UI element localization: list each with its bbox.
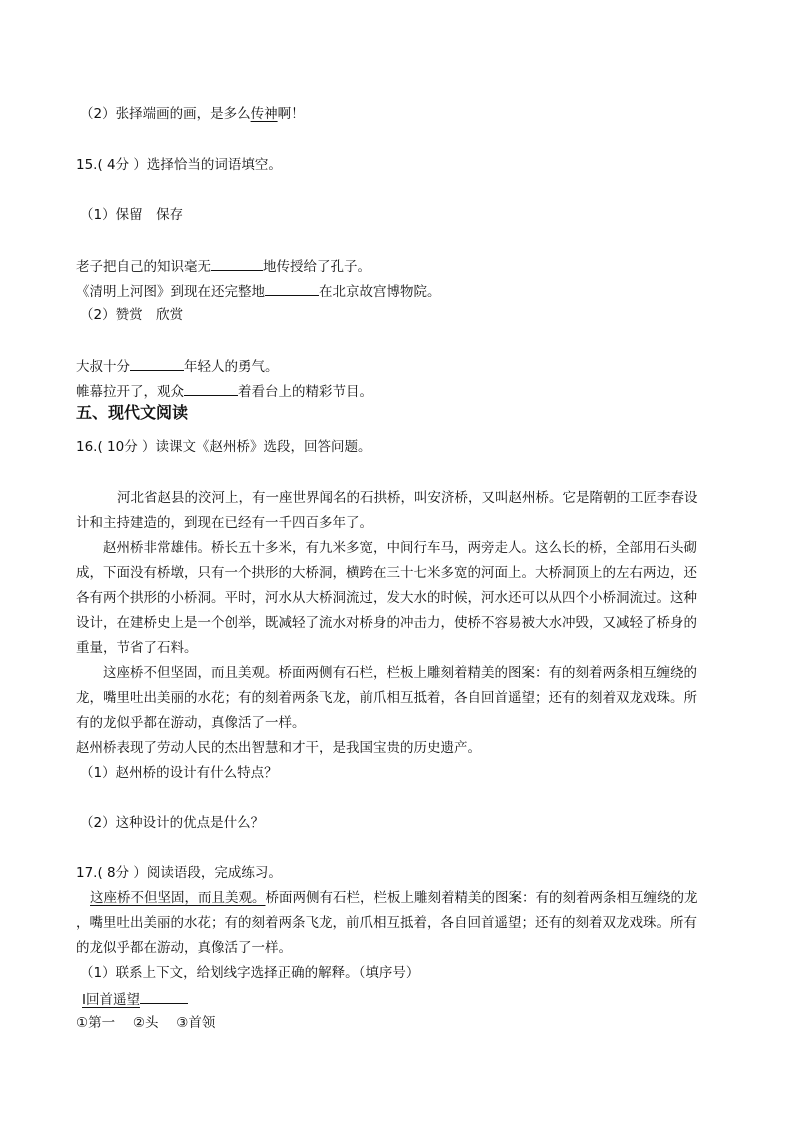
q15-s3-before: 大叔十分	[76, 359, 130, 375]
q15-s2-before: 《清明上河图》到现在还完整地	[76, 284, 265, 300]
q17-word-label: Ⅰ回首遥望	[82, 992, 140, 1008]
q17-answer-blank[interactable]	[140, 989, 188, 1004]
q15-sentence-2	[76, 281, 441, 301]
q15-s3-after: 年轻人的勇气。	[184, 359, 279, 375]
q15-blank-2[interactable]	[265, 281, 319, 296]
q15-sentence-4	[76, 381, 373, 401]
q16-p3-line1: 这座桥不但坚固，而且美观。桥面两侧有石栏，栏板上雕刻着精美的图案：有的刻着两条相互缠绕的	[103, 665, 697, 681]
q14-underlined-word: 传神	[250, 106, 278, 122]
q14-item2-text: （2）张择端画的画，是多么	[80, 106, 251, 122]
section-heading: 五、现代文阅读	[76, 403, 189, 422]
q17-options: ①第一 ②头 ③首领	[76, 1015, 216, 1031]
q16-p3-line2: 龙，嘴里吐出美丽的水花；有的刻着两条飞龙，前爪相互抵着，各自回首遥望；还有的刻着双龙戏珠。所	[76, 690, 697, 706]
q16-p4-line1: 赵州桥表现了劳动人民的杰出智慧和才干，是我国宝贵的历史遗产。	[76, 740, 481, 756]
q15-group1-label: （1）保留 保存	[80, 207, 184, 223]
q16-p2-line3: 各有两个拱形的小桥洞。平时，河水从大桥洞流过，发大水的时候，河水还可以从四个小桥洞流过。这种	[76, 590, 697, 606]
q15-s1-after: 地传授给了孔子。	[263, 259, 371, 275]
q16-p2-line1: 赵州桥非常雄伟。桥长五十多米，有九米多宽，中间行车马，两旁走人。这么长的桥，全部用石头砌	[103, 540, 697, 556]
q17-line1	[90, 889, 698, 907]
q15-s4-after: 着看台上的精彩节目。	[238, 384, 373, 400]
q17-line3: 的龙似乎都在游动，真像活了一样。	[76, 940, 292, 956]
q14-item2	[80, 105, 305, 123]
q15-title: 15.( 4分 ）选择恰当的词语填空。	[76, 157, 282, 173]
q16-title: 16.( 10分 ）读课文《赵州桥》选段，回答问题。	[76, 439, 372, 455]
q15-s1-before: 老子把自己的知识毫无	[76, 259, 211, 275]
q16-p1-line1: 河北省赵县的洨河上，有一座世界闻名的石拱桥，叫安济桥，又叫赵州桥。它是隋朝的工匠李春设	[117, 490, 698, 506]
q16-p2-line5: 重量，节省了石料。	[76, 640, 198, 656]
q15-sentence-3	[76, 356, 279, 376]
q17-underlined-sentence: 这座桥不但坚固，而且美观。	[90, 890, 266, 906]
q16-question-2: （2）这种设计的优点是什么？	[80, 815, 265, 831]
q15-blank-4[interactable]	[184, 381, 238, 396]
q16-p3-line3: 有的龙似乎都在游动，真像活了一样。	[76, 715, 306, 731]
q16-question-1: （1）赵州桥的设计有什么特点？	[80, 765, 278, 781]
q15-blank-3[interactable]	[130, 356, 184, 371]
q17-line2: ，嘴里吐出美丽的水花；有的刻着两条飞龙，前爪相互抵着，各自回首遥望；还有的刻着双龙戏珠。所有	[76, 915, 697, 931]
q16-p1-line2: 计和主持建造的，到现在已经有一千四百多年了。	[76, 515, 373, 531]
q17-title: 17.( 8分 ）阅读语段，完成练习。	[76, 865, 282, 881]
q17-word-item	[82, 989, 188, 1009]
q15-s4-before: 帷幕拉开了，观众	[76, 384, 184, 400]
q17-question-1: （1）联系上下文，给划线字选择正确的解释。（填序号）	[80, 965, 420, 981]
q15-s2-after: 在北京故宫博物院。	[319, 284, 441, 300]
q16-p2-line4: 设计，在建桥史上是一个创举，既减轻了流水对桥身的冲击力，使桥不容易被大水冲毁，又减轻了桥身的	[76, 615, 697, 631]
q14-item2-end: 啊！	[277, 106, 305, 122]
q15-group2-label: （2）赞赏 欣赏	[80, 307, 184, 323]
q15-sentence-1	[76, 256, 371, 276]
q17-line1-rest: 桥面两侧有石栏，栏板上雕刻着精美的图案：有的刻着两条相互缠绕的龙	[265, 890, 698, 906]
q15-blank-1[interactable]	[211, 256, 263, 271]
q16-p2-line2: 成，下面没有桥墩，只有一个拱形的大桥洞，横跨在三十七米多宽的河面上。大桥洞顶上的左右两边，还	[76, 565, 697, 581]
